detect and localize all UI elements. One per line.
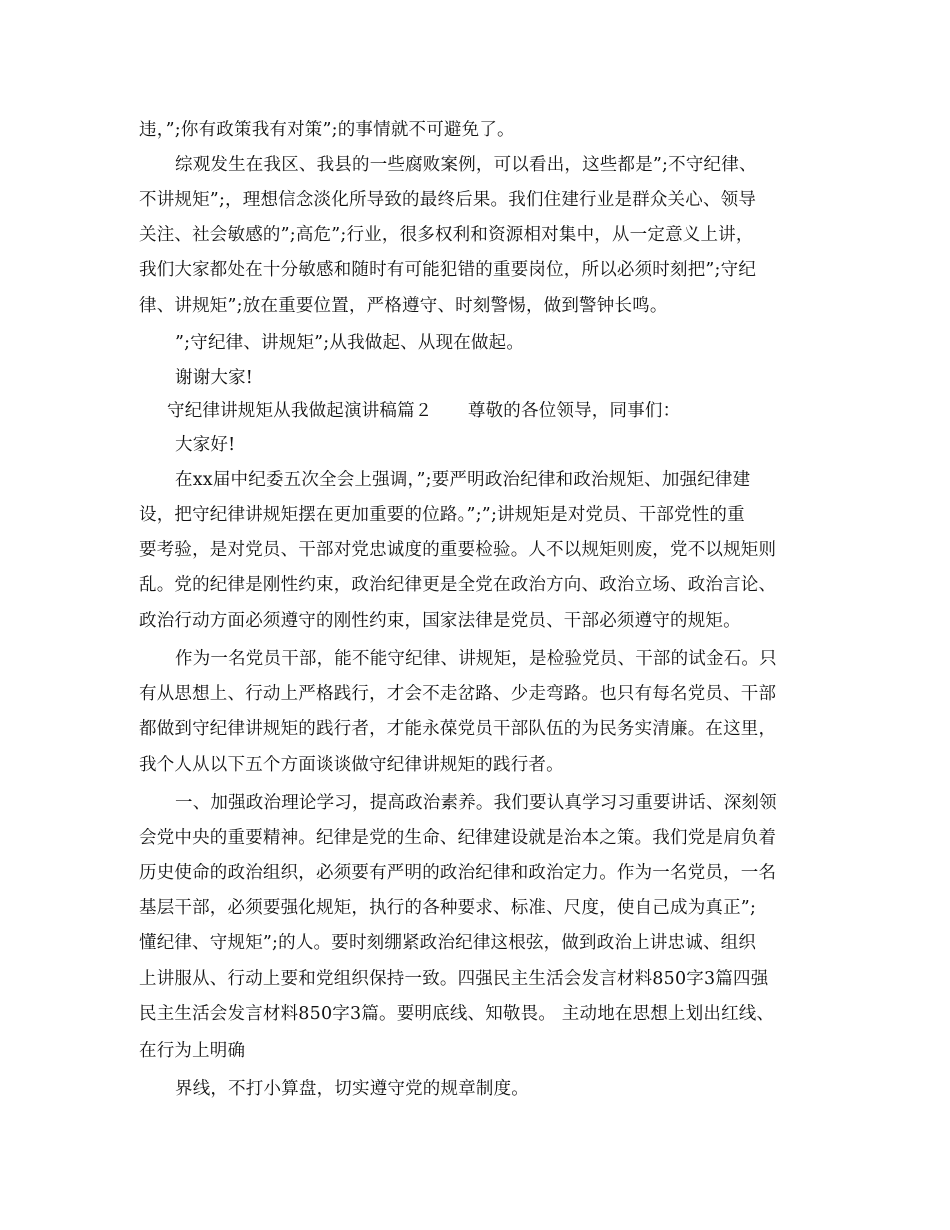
text-line: ”;守纪律、讲规矩”;从我做起、从现在做起。 xyxy=(175,333,525,353)
text-line: 我们大家都处在十分敏感和随时有可能犯错的重要岗位，所以必须时刻把”;守纪 xyxy=(139,260,757,280)
text-line: 懂纪律、守规矩”;的人。要时刻绷紧政治纪律这根弦，做到政治上讲忠诚、组织 xyxy=(139,933,757,953)
text-line: 设，把守纪律讲规矩摆在更加重要的位路。”;”;讲规矩是对党员、干部党性的重 xyxy=(139,505,745,525)
text-line: 在xx届中纪委五次全会上强调，”;要严明政治纪律和政治规矩、加强纪律建 xyxy=(175,470,751,490)
text-line: 要考验，是对党员、干部对党忠诚度的重要检验。人不以规矩则废，党不以规矩则 xyxy=(139,540,777,560)
text-line: 违，”;你有政策我有对策”;的事情就不可避免了。 xyxy=(139,120,515,140)
text-line: 有从思想上、行动上严格践行，才会不走岔路、少走弯路。也只有每名党员、干部 xyxy=(139,684,777,704)
text-line: 律、讲规矩”;放在重要位置，严格遵守、时刻警惕，做到警钟长鸣。 xyxy=(139,296,668,316)
text-line: 在行为上明确 xyxy=(139,1041,246,1061)
text-line: 都做到守纪律讲规矩的践行者，才能永葆党员干部队伍的为民务实清廉。在这里， xyxy=(139,719,777,739)
text-line: 作为一名党员干部，能不能守纪律、讲规矩，是检验党员、干部的试金石。只 xyxy=(175,649,777,669)
text-line: 大家好! xyxy=(175,435,236,455)
text-line: 关注、社会敏感的”;高危”;行业，很多权利和资源相对集中，从一定意义上讲， xyxy=(139,225,754,245)
text-line: 不讲规矩”;，理想信念淡化所导致的最终后果。我们住建行业是群众关心、领导 xyxy=(139,190,757,210)
text-line: 上讲服从、行动上要和党组织保持一致。四强民主生活会发言材料850字3篇四强 xyxy=(139,969,769,989)
text-line: 谢谢大家! xyxy=(175,368,254,388)
text-line: 乱。党的纪律是刚性约束，政治纪律更是全党在政治方向、政治立场、政治言论、 xyxy=(139,575,777,595)
text-line: 基层干部，必须要强化规矩，执行的各种要求、标准、尺度，使自己成为真正”; xyxy=(139,898,757,918)
text-line: 界线，不打小算盘，切实遵守党的规章制度。 xyxy=(175,1079,529,1099)
text-line: 我个人从以下五个方面谈谈做守纪律讲规矩的践行者。 xyxy=(139,755,564,775)
section-heading: 守纪律讲规矩从我做起演讲稿篇２ 尊敬的各位领导，同事们： xyxy=(167,401,681,421)
text-line: 会党中央的重要精神。纪律是党的生命、纪律建设就是治本之策。我们党是肩负着 xyxy=(139,828,777,848)
text-line: 历史使命的政治组织，必须要有严明的政治纪律和政治定力。作为一名党员，一名 xyxy=(139,863,777,883)
text-line: 一、加强政治理论学习，提高政治素养。我们要认真学习习重要讲话、深刻领 xyxy=(175,793,777,813)
text-line: 综观发生在我区、我县的一些腐败案例，可以看出，这些都是”;不守纪律、 xyxy=(175,155,757,175)
text-line: 民主生活会发言材料850字3篇。要明底线、知敬畏。 主动地在思想上划出红线、 xyxy=(139,1004,775,1024)
text-line: 政治行动方面必须遵守的刚性约束，国家法律是党员、干部必须遵守的规矩。 xyxy=(139,611,741,631)
